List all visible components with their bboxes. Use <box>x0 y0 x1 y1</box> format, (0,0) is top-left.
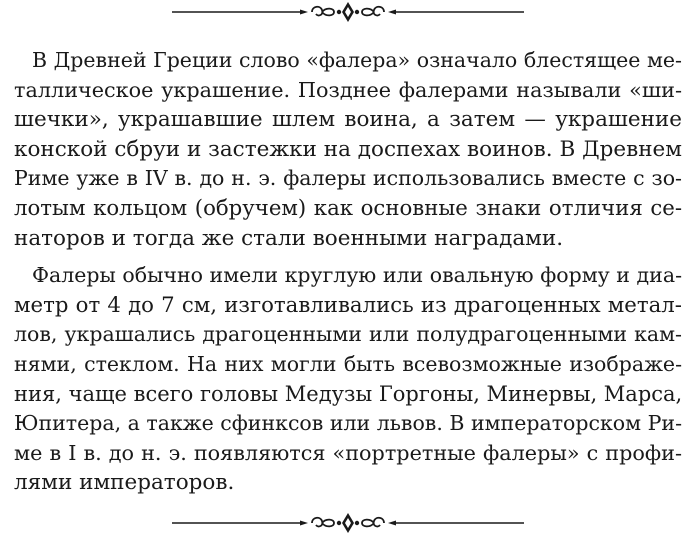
paragraph-1 <box>14 46 682 253</box>
text-line: наторов и тогда же стали военными наградами. <box>14 225 564 251</box>
text-line: ме в I в. до н. э. появляются «портретные фалеры» с профи- <box>14 440 682 465</box>
bottom-ornament <box>0 511 696 535</box>
text-line: метр от 4 до 7 см, изготавливались из драгоценных метал- <box>14 292 682 318</box>
text-line: Фалеры обычно имели круглую или овальную форму и диа- <box>32 263 682 288</box>
paragraph-2 <box>14 261 682 498</box>
text-line: лов, украшались драгоценными или полудрагоценными кам- <box>14 322 682 347</box>
text-line: Юпитера, а также сфинксов или львов. В императорском Ри- <box>14 411 682 436</box>
flourish-divider-icon <box>0 0 696 24</box>
text-line: лями императоров. <box>14 470 235 496</box>
text-line: лотым кольцом (обручем) как основные знаки отличия се- <box>14 195 682 221</box>
text-line: таллическое украшение. Позднее фалерами называли «ши- <box>14 77 682 102</box>
top-ornament <box>0 0 696 24</box>
flourish-divider-icon <box>0 511 696 535</box>
text-line: ния, чаще всего головы Медузы Горгоны, Минервы, Марса, <box>14 381 683 406</box>
text-line: шечки», украшавшие шлем воина, а затем — украшение <box>14 107 682 133</box>
text-line: Риме уже в IV в. до н. э. фалеры использовались вместе с зо- <box>14 166 682 191</box>
article-text <box>14 46 682 498</box>
text-line: конской сбруи и застежки на доспехах воинов. В Древнем <box>14 136 682 162</box>
text-line: нями, стеклом. На них могли быть всевозможные изображе- <box>14 351 682 376</box>
text-line: В Древней Греции слово «фалера» означало блестящее ме- <box>32 48 682 72</box>
